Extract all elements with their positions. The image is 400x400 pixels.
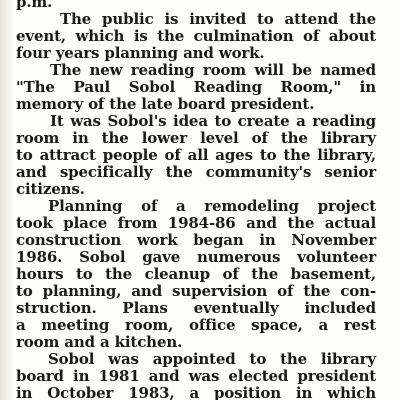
article-line: The new reading room will be named [50, 61, 376, 79]
article-line: took place from 1984-86 and the actual [16, 214, 376, 232]
article-line: 1986. Sobol gave numerous volunteer [16, 248, 376, 266]
article-line: struction. Plans eventually included [16, 299, 376, 317]
article-line: citizens. [16, 180, 85, 198]
article-line: board in 1981 and was elected president [16, 367, 376, 385]
article-line: in October 1983, a position in which [16, 384, 376, 400]
article-line: It was Sobol's idea to create a reading [50, 112, 376, 130]
article-line: memory of the late board president. [16, 95, 315, 113]
article-line: event, which is the culmination of about [16, 27, 376, 45]
article-line: to attract people of all ages to the library, [16, 146, 376, 164]
article-line: a meeting room, office space, a rest [16, 316, 376, 334]
article-line: "The Paul Sobol Reading Room," in [16, 78, 376, 96]
article-line: room and a kitchen. [16, 333, 183, 351]
article-line: four years planning and work. [16, 44, 265, 62]
article-line: and specifically the community's senior [16, 163, 376, 181]
article-line: hours to the cleanup of the basement, [16, 265, 376, 283]
article-line: p.m. [16, 0, 53, 11]
article-line: Sobol was appointed to the library [48, 350, 376, 368]
article-line: construction work began in November [16, 231, 376, 249]
article-line: The public is invited to attend the [60, 10, 376, 28]
article-line: room in the lower level of the library [16, 129, 376, 147]
article-line: to planning, and supervision of the con- [16, 282, 376, 300]
article-line: Planning of a remodeling project [48, 197, 376, 215]
